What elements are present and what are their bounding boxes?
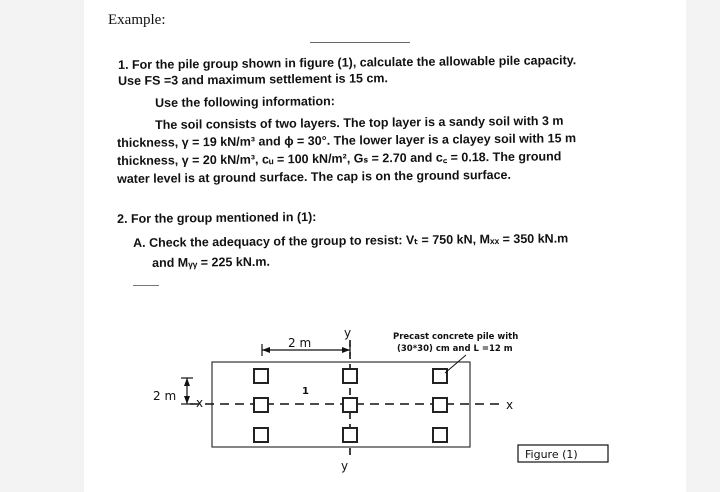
pile-note-line2: (30*30) cm and L =12 m — [397, 344, 513, 354]
pile — [433, 369, 447, 383]
pile — [254, 428, 268, 442]
arrow-head — [342, 347, 350, 353]
problem1-line6: thickness, γ = 20 kN/m³, cᵤ = 100 kN/m², Gₛ = 2.70 and c꜀ = 0.18. The ground — [117, 149, 562, 168]
leader-line — [445, 355, 466, 373]
problem1-line2: Use FS =3 and maximum settlement is 15 cm. — [118, 71, 389, 88]
problem2-line3: and Mᵧᵧ = 225 kN.m. — [152, 254, 270, 270]
spacing-h-label: 2 m — [288, 336, 312, 350]
arrow-head — [262, 347, 270, 353]
x-axis-label-right: x — [506, 398, 514, 412]
arrow-head — [184, 378, 190, 386]
pile-number-label: 1 — [302, 386, 309, 397]
problem1-line5: thickness, γ = 19 kN/m³ and ϕ = 30°. The lower layer is a clayey soil with 15 m — [117, 131, 577, 150]
spacing-v-label: 2 m — [153, 389, 177, 403]
problem1-line4: The soil consists of two layers. The top layer is a sandy soil with 3 m — [155, 113, 564, 132]
problem2-line2: A. Check the adequacy of the group to resist: Vₜ = 750 kN, Mₓₓ = 350 kN.m — [133, 231, 569, 250]
pile — [343, 369, 357, 383]
piles — [254, 369, 447, 442]
problem1-line7: water level is at ground surface. The cap is on the ground surface. — [117, 167, 511, 186]
pile-note-line1: Precast concrete pile with — [393, 332, 519, 342]
pile — [433, 398, 447, 412]
pile — [254, 369, 268, 383]
y-axis-label-top: y — [344, 326, 352, 340]
pile — [343, 428, 357, 442]
y-axis-label-bottom: y — [341, 459, 349, 473]
example-heading: Example: — [108, 12, 166, 28]
arrow-head — [184, 396, 190, 404]
pile — [433, 428, 447, 442]
x-axis-label-left: x — [196, 396, 204, 410]
pile — [254, 398, 268, 412]
problem1-line1: 1. For the pile group shown in figure (1), calculate the allowable pile capacity. — [118, 53, 577, 72]
figure-caption: Figure (1) — [525, 448, 578, 461]
pile — [343, 398, 357, 412]
problem1-line3: Use the following information: — [155, 94, 335, 110]
problem2-line1: 2. For the group mentioned in (1): — [117, 209, 317, 226]
